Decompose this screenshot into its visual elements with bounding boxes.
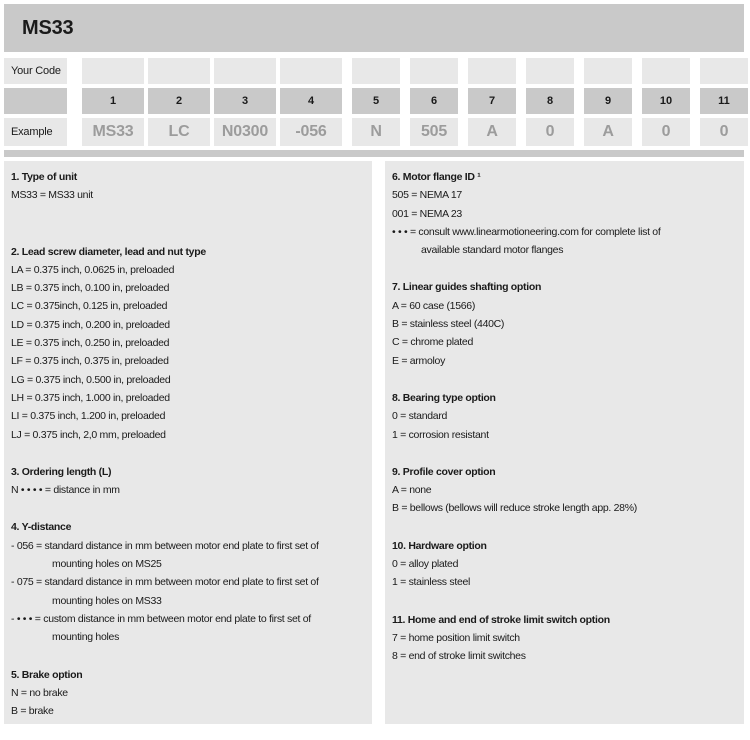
section-title: 5. Brake option (11, 668, 83, 681)
datasheet-page (0, 4, 750, 724)
option-line: A = none (392, 484, 432, 497)
section (392, 389, 739, 444)
your-code-cell-4 (280, 58, 342, 84)
your-code-cell-8 (526, 58, 574, 84)
example-value-1: MS33 (82, 118, 144, 146)
option-line: MS33 = MS33 unit (11, 189, 93, 202)
option-line: - 075 = standard distance in mm between motor end plate to first set of (11, 576, 319, 589)
divider-strip (4, 150, 744, 157)
your-code-cell-2 (148, 58, 210, 84)
your-code-cell-7 (468, 58, 516, 84)
example-value-10: 0 (642, 118, 690, 146)
left-column (4, 161, 372, 724)
option-line: - 056 = standard distance in mm between motor end plate to first set of (11, 539, 319, 552)
option-line: 001 = NEMA 23 (392, 207, 462, 220)
column-number-1: 1 (82, 88, 144, 114)
column-number-4: 4 (280, 88, 342, 114)
option-line: mounting holes (52, 631, 120, 644)
numbers-row-spacer (4, 88, 67, 114)
section-title: 11. Home and end of stroke limit switch option (392, 613, 610, 626)
example-value-11: 0 (700, 118, 748, 146)
option-line: N = no brake (11, 686, 68, 699)
your-code-cell-9 (584, 58, 632, 84)
column-number-7: 7 (468, 88, 516, 114)
option-line: LI = 0.375 inch, 1.200 in, preloaded (11, 410, 166, 423)
column-number-5: 5 (352, 88, 400, 114)
example-value-4: -056 (280, 118, 342, 146)
section-title: 7. Linear guides shafting option (392, 281, 542, 294)
column-number-10: 10 (642, 88, 690, 114)
option-line: B = brake (11, 705, 54, 718)
your-code-cell-5 (352, 58, 400, 84)
option-line: B = stainless steel (440C) (392, 318, 505, 331)
your-code-cell-10 (642, 58, 690, 84)
title-bar (4, 4, 744, 52)
option-line: LA = 0.375 inch, 0.0625 in, preloaded (11, 263, 175, 276)
section-title: 2. Lead screw diameter, lead and nut type (11, 245, 206, 258)
option-line: mounting holes on MS33 (52, 594, 162, 607)
option-line: 7 = home position limit switch (392, 631, 520, 644)
section (392, 278, 739, 369)
section (11, 243, 367, 444)
section-title: 1. Type of unit (11, 171, 77, 183)
option-line: LE = 0.375 inch, 0.250 in, preloaded (11, 337, 170, 350)
example-value-5: N (352, 118, 400, 146)
your-code-row (4, 58, 748, 84)
section (392, 168, 739, 259)
option-line: LD = 0.375 inch, 0.200 in, preloaded (11, 318, 170, 331)
option-line: - • • • = custom distance in mm between motor end plate to first set of (11, 612, 311, 625)
example-value-3: N0300 (214, 118, 276, 146)
column-number-6: 6 (410, 88, 458, 114)
option-line: LF = 0.375 inch, 0.375 in, preloaded (11, 355, 169, 368)
option-line: LB = 0.375 inch, 0.100 in, preloaded (11, 282, 170, 295)
section-title: 3. Ordering length (L) (11, 465, 112, 478)
example-value-2: LC (148, 118, 210, 146)
example-row (4, 118, 748, 146)
page-title: MS33 (22, 16, 74, 39)
column-number-8: 8 (526, 88, 574, 114)
option-line: E = armoloy (392, 354, 446, 367)
your-code-label: Your Code (4, 58, 67, 84)
section (392, 537, 739, 592)
option-line: 505 = NEMA 17 (392, 189, 462, 202)
option-line: B = bellows (bellows will reduce stroke length app. 28%) (392, 502, 637, 515)
section (11, 666, 367, 721)
option-line: N • • • • = distance in mm (11, 484, 120, 497)
your-code-cell-6 (410, 58, 458, 84)
example-value-8: 0 (526, 118, 574, 146)
option-line: 0 = standard (392, 410, 448, 423)
column-number-3: 3 (214, 88, 276, 114)
option-line: available standard motor flanges (421, 244, 564, 257)
section (11, 518, 367, 646)
section (392, 611, 739, 666)
column-number-2: 2 (148, 88, 210, 114)
column-numbers-row (4, 88, 748, 114)
section-title: 8. Bearing type option (392, 391, 496, 404)
option-line: mounting holes on MS25 (52, 558, 162, 571)
option-line: LH = 0.375 inch, 1.000 in, preloaded (11, 391, 170, 404)
example-value-9: A (584, 118, 632, 146)
option-line: LJ = 0.375 inch, 2,0 mm, preloaded (11, 428, 166, 441)
option-line: 0 = alloy plated (392, 558, 459, 571)
option-line: 1 = corrosion resistant (392, 428, 489, 441)
option-line: C = chrome plated (392, 336, 473, 349)
example-value-7: A (468, 118, 516, 146)
option-line: 8 = end of stroke limit switches (392, 650, 526, 663)
column-number-11: 11 (700, 88, 748, 114)
section-title: 10. Hardware option (392, 539, 487, 552)
section-title: 4. Y-distance (11, 521, 72, 534)
right-column (385, 161, 744, 724)
option-line: 1 = stainless steel (392, 576, 471, 589)
column-number-9: 9 (584, 88, 632, 114)
option-line: LC = 0.375inch, 0.125 in, preloaded (11, 300, 168, 313)
option-line: • • • = consult www.linearmotioneering.com for complete list of (392, 225, 661, 238)
your-code-cell-11 (700, 58, 748, 84)
section (392, 463, 739, 518)
example-label: Example (4, 118, 67, 146)
option-line: A = 60 case (1566) (392, 299, 476, 312)
section-title: 6. Motor flange ID ¹ (392, 171, 481, 183)
your-code-cell-1 (82, 58, 144, 84)
section (11, 463, 367, 500)
option-line: LG = 0.375 inch, 0.500 in, preloaded (11, 373, 171, 386)
example-value-6: 505 (410, 118, 458, 146)
your-code-cell-3 (214, 58, 276, 84)
section (11, 168, 367, 205)
section-title: 9. Profile cover option (392, 465, 496, 478)
options-body (4, 161, 750, 724)
